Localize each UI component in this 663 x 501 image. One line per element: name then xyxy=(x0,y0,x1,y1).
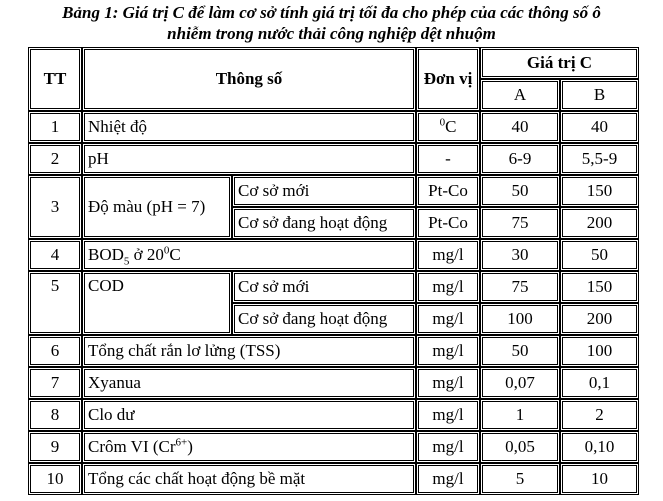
row-unit: - xyxy=(416,143,480,175)
row-subparam: Cơ sở mới xyxy=(232,271,416,303)
row-param: Xyanua xyxy=(82,367,416,399)
row-value-b: 40 xyxy=(560,111,639,143)
table-row xyxy=(28,175,639,207)
table-caption xyxy=(0,2,663,44)
row-unit xyxy=(416,111,480,143)
row-tt: 7 xyxy=(28,367,82,399)
row-unit: mg/l xyxy=(416,271,480,303)
row-value-a: 6-9 xyxy=(480,143,560,175)
row-param: COD xyxy=(82,271,232,335)
row-param: Độ màu (pH = 7) xyxy=(82,175,232,239)
row-unit: Pt-Co xyxy=(416,207,480,239)
row-value-a: 30 xyxy=(480,239,560,271)
header-tt: TT xyxy=(28,47,82,111)
table-row xyxy=(28,335,639,367)
row-value-b: 0,10 xyxy=(560,431,639,463)
unit-superscript: 0 xyxy=(439,116,446,129)
row-value-a: 0,05 xyxy=(480,431,560,463)
row-value-b: 200 xyxy=(560,303,639,335)
row-value-b: 10 xyxy=(560,463,639,495)
header-a: A xyxy=(480,79,560,111)
param-text: ) xyxy=(187,437,193,456)
header-unit: Đơn vị xyxy=(416,47,480,111)
row-param: pH xyxy=(82,143,416,175)
row-param xyxy=(82,239,416,271)
row-tt: 6 xyxy=(28,335,82,367)
row-value-a: 1 xyxy=(480,399,560,431)
row-unit: mg/l xyxy=(416,239,480,271)
row-tt: 4 xyxy=(28,239,82,271)
row-unit: mg/l xyxy=(416,303,480,335)
row-param: Clo dư xyxy=(82,399,416,431)
row-unit: mg/l xyxy=(416,335,480,367)
param-text: Crôm VI (Cr xyxy=(88,437,176,456)
row-value-b: 100 xyxy=(560,335,639,367)
row-tt: 5 xyxy=(28,271,82,335)
row-unit: mg/l xyxy=(416,463,480,495)
row-value-b: 200 xyxy=(560,207,639,239)
row-tt: 8 xyxy=(28,399,82,431)
header-param: Thông số xyxy=(82,47,416,111)
row-value-a: 75 xyxy=(480,271,560,303)
param-subscript: 5 xyxy=(123,255,130,268)
row-value-b: 2 xyxy=(560,399,639,431)
row-value-b: 50 xyxy=(560,239,639,271)
row-value-a: 75 xyxy=(480,207,560,239)
row-value-b: 150 xyxy=(560,175,639,207)
table-row xyxy=(28,367,639,399)
row-tt: 1 xyxy=(28,111,82,143)
row-tt: 3 xyxy=(28,175,82,239)
param-superscript: 6+ xyxy=(175,436,188,449)
row-param xyxy=(82,431,416,463)
row-value-b: 150 xyxy=(560,271,639,303)
row-value-a: 100 xyxy=(480,303,560,335)
caption-line-1: Bảng 1: Giá trị C để làm cơ sở tính giá trị tối đa cho phép của các thông số ô xyxy=(62,3,601,22)
row-tt: 2 xyxy=(28,143,82,175)
row-value-a: 5 xyxy=(480,463,560,495)
row-param: Nhiệt độ xyxy=(82,111,416,143)
caption-line-2: nhiễm trong nước thải công nghiệp dệt nhuộm xyxy=(167,24,496,43)
row-param: Tổng các chất hoạt động bề mặt xyxy=(82,463,416,495)
row-param: Tổng chất rắn lơ lửng (TSS) xyxy=(82,335,416,367)
table-row xyxy=(28,431,639,463)
row-unit: mg/l xyxy=(416,399,480,431)
row-value-a: 0,07 xyxy=(480,367,560,399)
table-row xyxy=(28,111,639,143)
table-row xyxy=(28,143,639,175)
table-row xyxy=(28,239,639,271)
param-text: BOD xyxy=(88,245,124,264)
row-value-a: 50 xyxy=(480,335,560,367)
header-b: B xyxy=(560,79,639,111)
row-unit: mg/l xyxy=(416,367,480,399)
row-value-b: 0,1 xyxy=(560,367,639,399)
row-value-a: 50 xyxy=(480,175,560,207)
row-unit: mg/l xyxy=(416,431,480,463)
row-subparam: Cơ sở mới xyxy=(232,175,416,207)
param-superscript: 0 xyxy=(163,244,170,257)
table-row xyxy=(28,399,639,431)
unit-base: C xyxy=(445,117,457,136)
row-unit: Pt-Co xyxy=(416,175,480,207)
row-subparam: Cơ sở đang hoạt động xyxy=(232,207,416,239)
row-tt: 9 xyxy=(28,431,82,463)
header-cvalue: Giá trị C xyxy=(480,47,639,79)
table-row xyxy=(28,463,639,495)
row-tt: 10 xyxy=(28,463,82,495)
param-text: ở 20 xyxy=(129,245,164,264)
standards-table xyxy=(28,47,639,495)
row-value-a: 40 xyxy=(480,111,560,143)
header-row-1 xyxy=(28,47,639,79)
row-subparam: Cơ sở đang hoạt động xyxy=(232,303,416,335)
table-row xyxy=(28,271,639,303)
row-value-b: 5,5-9 xyxy=(560,143,639,175)
param-text: C xyxy=(169,245,181,264)
